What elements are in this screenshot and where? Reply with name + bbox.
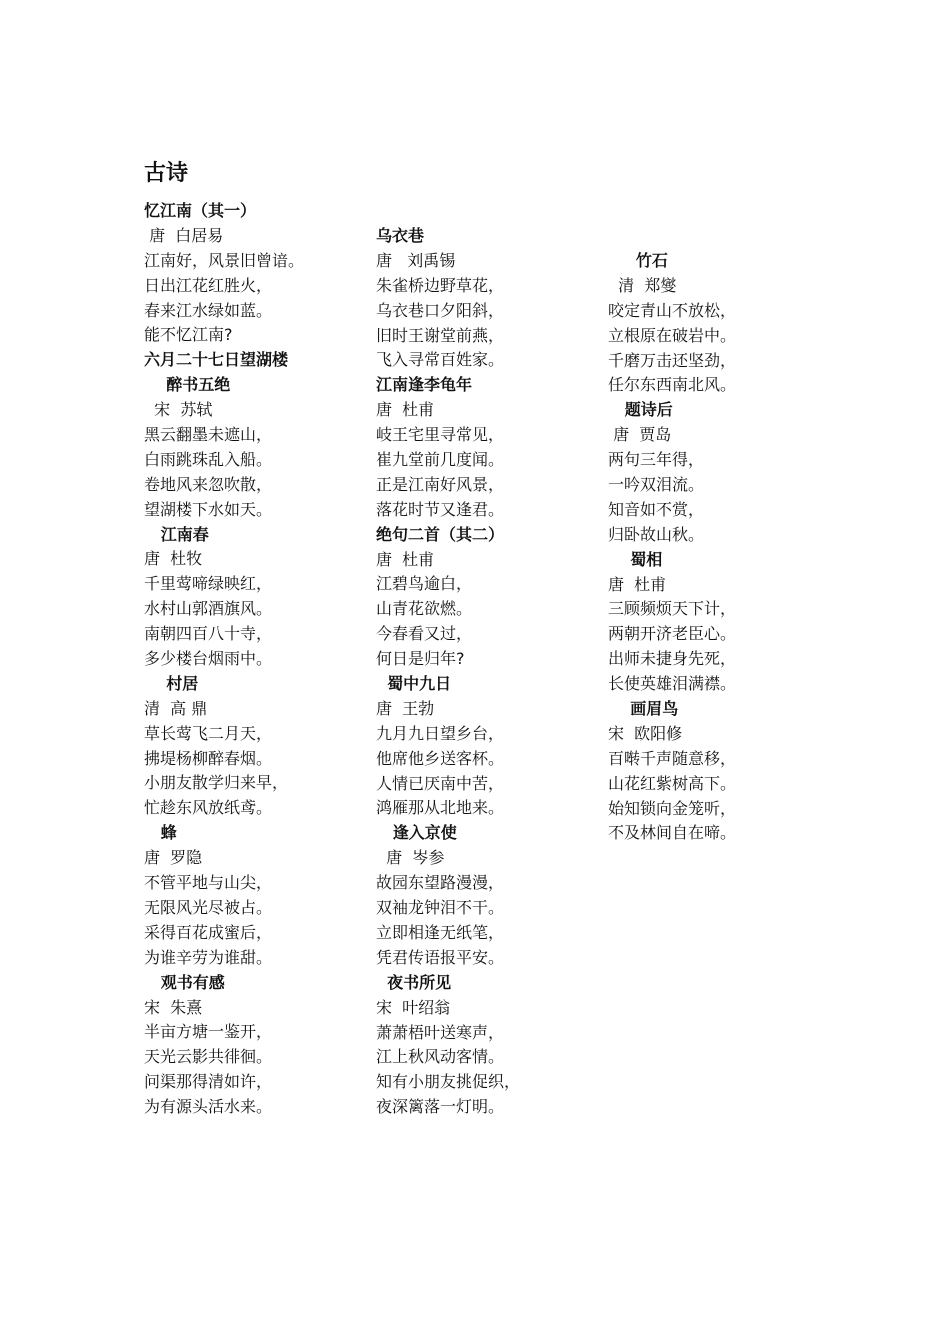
poem-verse-line: 草长莺飞二月天， <box>144 723 273 743</box>
poem-title: 观书有感 <box>144 972 225 992</box>
poem-author: 唐 杜甫 <box>376 549 435 569</box>
poem-title: 画眉鸟 <box>608 699 679 719</box>
poem-verse-line: 江上秋风动客情。 <box>376 1047 505 1067</box>
poem-author: 宋 叶绍翁 <box>376 997 451 1017</box>
poem-author: 宋 欧阳修 <box>608 723 683 743</box>
page-title: 古诗 <box>144 161 189 186</box>
poem-verse-line: 能不忆江南? <box>144 325 233 345</box>
poem-author: 唐 白居易 <box>144 225 224 245</box>
poem-verse-line: 崔九堂前几度闻。 <box>376 450 505 470</box>
poem-verse-line: 始知锁向金笼听， <box>608 798 737 818</box>
poem-verse-line: 黑云翻墨未遮山， <box>144 425 273 445</box>
poem-author: 宋 苏轼 <box>144 400 213 420</box>
poem-column-2 <box>376 224 596 1120</box>
poem-title: 逢入京使 <box>376 823 457 843</box>
poem-verse-line: 春来江水绿如蓝。 <box>144 300 273 320</box>
poem-verse-line: 岐王宅里寻常见， <box>376 425 505 445</box>
poem-title: 蜀中九日 <box>376 674 452 694</box>
poem-verse-line: 为谁辛劳为谁甜。 <box>144 947 273 967</box>
poem-verse-line: 今春看又过， <box>376 624 473 644</box>
poem-verse-line: 咬定青山不放松， <box>608 300 737 320</box>
poem-verse-line: 落花时节又逢君。 <box>376 499 505 519</box>
poem-title: 题诗后 <box>608 400 673 420</box>
poem-verse-line: 江碧鸟逾白， <box>376 574 473 594</box>
poem-author: 唐 罗隐 <box>144 848 203 868</box>
poem-verse-line: 三顾频烦天下计， <box>608 599 737 619</box>
poem-title: 蜀相 <box>608 549 663 569</box>
poem-author: 清 郑燮 <box>608 275 677 295</box>
poem-verse-line: 飞入寻常百姓家。 <box>376 350 505 370</box>
poem-verse-line: 凭君传语报平安。 <box>376 947 505 967</box>
poem-title: 江南春 <box>144 524 209 544</box>
poem-verse-line: 旧时王谢堂前燕， <box>376 325 505 345</box>
poem-author: 清 高 鼎 <box>144 698 208 718</box>
poem-verse-line: 故园东望路漫漫， <box>376 873 505 893</box>
poem-verse-line: 出师未捷身先死， <box>608 649 737 669</box>
poem-author: 宋 朱熹 <box>144 997 203 1017</box>
poem-verse-line: 乌衣巷口夕阳斜， <box>376 300 505 320</box>
poem-verse-line: 何日是归年? <box>376 649 465 669</box>
poem-verse-line: 望湖楼下水如天。 <box>144 499 273 519</box>
poem-title: 蜂 <box>144 823 177 843</box>
poem-column-1 <box>144 199 364 1120</box>
poem-verse-line: 卷地风来忽吹散， <box>144 474 273 494</box>
poem-verse-line: 多少楼台烟雨中。 <box>144 649 273 669</box>
poem-verse-line: 知音如不赏， <box>608 499 705 519</box>
poem-verse-line: 百啭千声随意移， <box>608 748 737 768</box>
poem-author: 唐 岑参 <box>376 848 445 868</box>
poem-author: 唐 杜甫 <box>608 574 667 594</box>
poem-verse-line: 小朋友散学归来早， <box>144 773 289 793</box>
poem-author: 唐 杜甫 <box>376 400 435 420</box>
poem-verse-line: 为有源头活水来。 <box>144 1097 273 1117</box>
poem-verse-line: 他席他乡送客杯。 <box>376 748 505 768</box>
poem-verse-line: 知有小朋友挑促织， <box>376 1072 521 1092</box>
poem-author: 唐 王勃 <box>376 698 435 718</box>
poem-verse-line: 江南好，风景旧曾谙。 <box>144 250 305 270</box>
poem-verse-line: 两句三年得， <box>608 450 705 470</box>
poem-verse-line: 水村山郭酒旗风。 <box>144 599 273 619</box>
poem-title: 村居 <box>144 673 199 693</box>
poem-title: 江南逢李龟年 <box>376 375 473 395</box>
poem-verse-line: 立即相逢无纸笔， <box>376 922 505 942</box>
poem-title: 绝句二首（其二） <box>376 524 505 544</box>
poem-verse-line: 千磨万击还坚劲， <box>608 350 737 370</box>
poem-verse-line: 山花红紫树高下。 <box>608 773 737 793</box>
poem-verse-line: 萧萧梧叶送寒声， <box>376 1022 505 1042</box>
poem-verse-line: 两朝开济老臣心。 <box>608 624 737 644</box>
poem-verse-line: 半亩方塘一鉴开， <box>144 1022 273 1042</box>
poem-verse-line: 山青花欲燃。 <box>376 599 473 619</box>
poem-verse-line: 人情已厌南中苦， <box>376 773 505 793</box>
poem-title: 竹石 <box>608 251 668 270</box>
poem-verse-line: 不管平地与山尖， <box>144 873 273 893</box>
poem-verse-line: 归卧故山秋。 <box>608 524 705 544</box>
poem-verse-line: 正是江南好风景， <box>376 474 505 494</box>
poem-author: 唐 杜牧 <box>144 549 203 569</box>
poem-author: 唐 刘禹锡 <box>376 250 456 270</box>
poem-title: 六月二十七日望湖楼 <box>144 350 289 370</box>
poem-verse-line: 忙趁东风放纸鸢。 <box>144 798 273 818</box>
poem-verse-line: 日出江花红胜火， <box>144 275 273 295</box>
poem-verse-line: 不及林间自在啼。 <box>608 823 737 843</box>
poem-verse-line: 白雨跳珠乱入船。 <box>144 449 273 469</box>
poem-verse-line: 夜深篱落一灯明。 <box>376 1097 505 1117</box>
poem-verse-line: 立根原在破岩中。 <box>608 325 737 345</box>
poem-verse-line: 任尔东西南北风。 <box>608 375 737 395</box>
poem-title: 夜书所见 <box>376 972 452 992</box>
poem-verse-line: 天光云影共徘徊。 <box>144 1047 273 1067</box>
poem-verse-line: 一吟双泪流。 <box>608 475 705 495</box>
poem-verse-line: 千里莺啼绿映红， <box>144 574 273 594</box>
poem-verse-line: 九月九日望乡台， <box>376 723 505 743</box>
poem-title: 忆江南（其一） <box>144 201 257 220</box>
poem-title: 醉书五绝 <box>144 375 231 395</box>
poem-verse-line: 无限风光尽被占。 <box>144 897 273 917</box>
poem-verse-line: 长使英雄泪满襟。 <box>608 674 737 694</box>
poem-verse-line: 问渠那得清如许， <box>144 1072 273 1092</box>
poem-verse-line: 朱雀桥边野草花， <box>376 275 505 295</box>
poem-title: 乌衣巷 <box>376 226 425 245</box>
poem-verse-line: 采得百花成蜜后， <box>144 922 273 942</box>
poem-verse-line: 双袖龙钟泪不干。 <box>376 898 505 918</box>
poem-verse-line: 南朝四百八十寺， <box>144 624 273 644</box>
poem-verse-line: 拂堤杨柳醉春烟。 <box>144 748 273 768</box>
poem-author: 唐 贾岛 <box>608 425 672 445</box>
poem-verse-line: 鸿雁那从北地来。 <box>376 798 505 818</box>
poem-column-3 <box>608 249 828 846</box>
